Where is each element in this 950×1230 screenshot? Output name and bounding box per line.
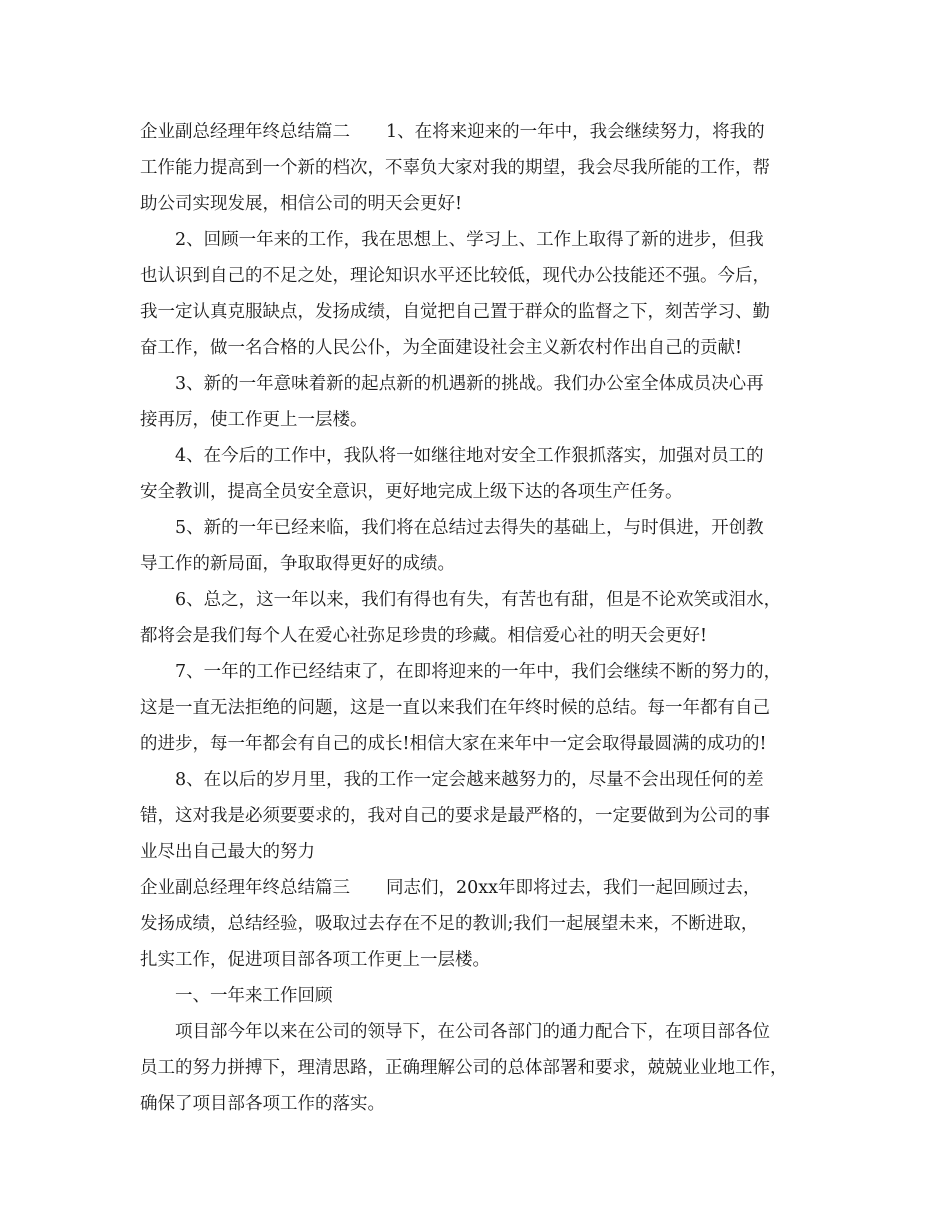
text-line: 的进步，每一年都会有自己的成长!相信大家在来年中一定会取得最圆满的成功的! xyxy=(140,734,767,754)
subsection-heading: 一、一年来工作回顾 xyxy=(175,986,333,1006)
text-line: 2、回顾一年来的工作，我在思想上、学习上、工作上取得了新的进步，但我 xyxy=(175,230,764,250)
text-line: 这是一直无法拒绝的问题，这是一直以来我们在年终时候的总结。每一年都有自己 xyxy=(140,698,770,718)
text-line: 奋工作，做一名合格的人民公仆，为全面建设社会主义新农村作出自己的贡献! xyxy=(140,338,743,358)
text-line: 业尽出自己最大的努力 xyxy=(140,842,315,862)
text-line: 4、在今后的工作中，我队将一如继往地对安全工作狠抓落实，加强对员工的 xyxy=(175,446,764,466)
text-line: 发扬成绩，总结经验，吸取过去存在不足的教训;我们一起展望未来，不断进取， xyxy=(140,914,759,934)
text-line: 也认识到自己的不足之处，理论知识水平还比较低，现代办公技能还不强。今后， xyxy=(140,266,770,286)
text-line: 6、总之，这一年以来，我们有得也有失，有苦也有甜，但是不论欢笑或泪水， xyxy=(175,590,782,610)
document-body xyxy=(140,114,830,1122)
text-line: 工作能力提高到一个新的档次，不辜负大家对我的期望，我会尽我所能的工作，帮 xyxy=(140,158,770,178)
text-line: 员工的努力拼搏下，理清思路，正确理解公司的总体部署和要求，兢兢业业地工作， xyxy=(140,1058,788,1078)
text-line: 8、在以后的岁月里，我的工作一定会越来越努力的，尽量不会出现任何的差 xyxy=(175,770,764,790)
text-line: 扎实工作，促进项目部各项工作更上一层楼。 xyxy=(140,950,490,970)
text-line: 导工作的新局面，争取取得更好的成绩。 xyxy=(140,554,455,574)
text-line: 都将会是我们每个人在爱心社弥足珍贵的珍藏。相信爱心社的明天会更好! xyxy=(140,626,708,646)
text-line: 安全教训，提高全员安全意识，更好地完成上级下达的各项生产任务。 xyxy=(140,482,683,502)
section-heading: 企业副总经理年终总结篇二 xyxy=(140,122,350,142)
section-heading: 企业副总经理年终总结篇三 xyxy=(140,878,350,898)
text-line: 助公司实现发展，相信公司的明天会更好! xyxy=(140,194,463,214)
text-line: 接再厉，使工作更上一层楼。 xyxy=(140,410,368,430)
text-line: 我一定认真克服缺点，发扬成绩，自觉把自己置于群众的监督之下，刻苦学习、勤 xyxy=(140,302,770,322)
text-line: 确保了项目部各项工作的落实。 xyxy=(140,1094,385,1114)
text-line xyxy=(140,114,830,150)
text-line: 项目部今年以来在公司的领导下，在公司各部门的通力配合下，在项目部各位 xyxy=(175,1022,770,1042)
paragraph-text: 1、在将来迎来的一年中，我会继续努力，将我的 xyxy=(386,122,765,142)
text-line: 3、新的一年意味着新的起点新的机遇新的挑战。我们办公室全体成员决心再 xyxy=(175,374,764,394)
text-line: 错，这对我是必须要要求的，我对自己的要求是最严格的，一定要做到为公司的事 xyxy=(140,806,770,826)
text-line xyxy=(140,870,830,906)
text-line: 5、新的一年已经来临，我们将在总结过去得失的基础上，与时俱进，开创教 xyxy=(175,518,764,538)
text-line: 7、一年的工作已经结束了，在即将迎来的一年中，我们会继续不断的努力的， xyxy=(175,662,782,682)
paragraph-text: 同志们，20xx年即将过去，我们一起回顾过去， xyxy=(386,878,761,898)
